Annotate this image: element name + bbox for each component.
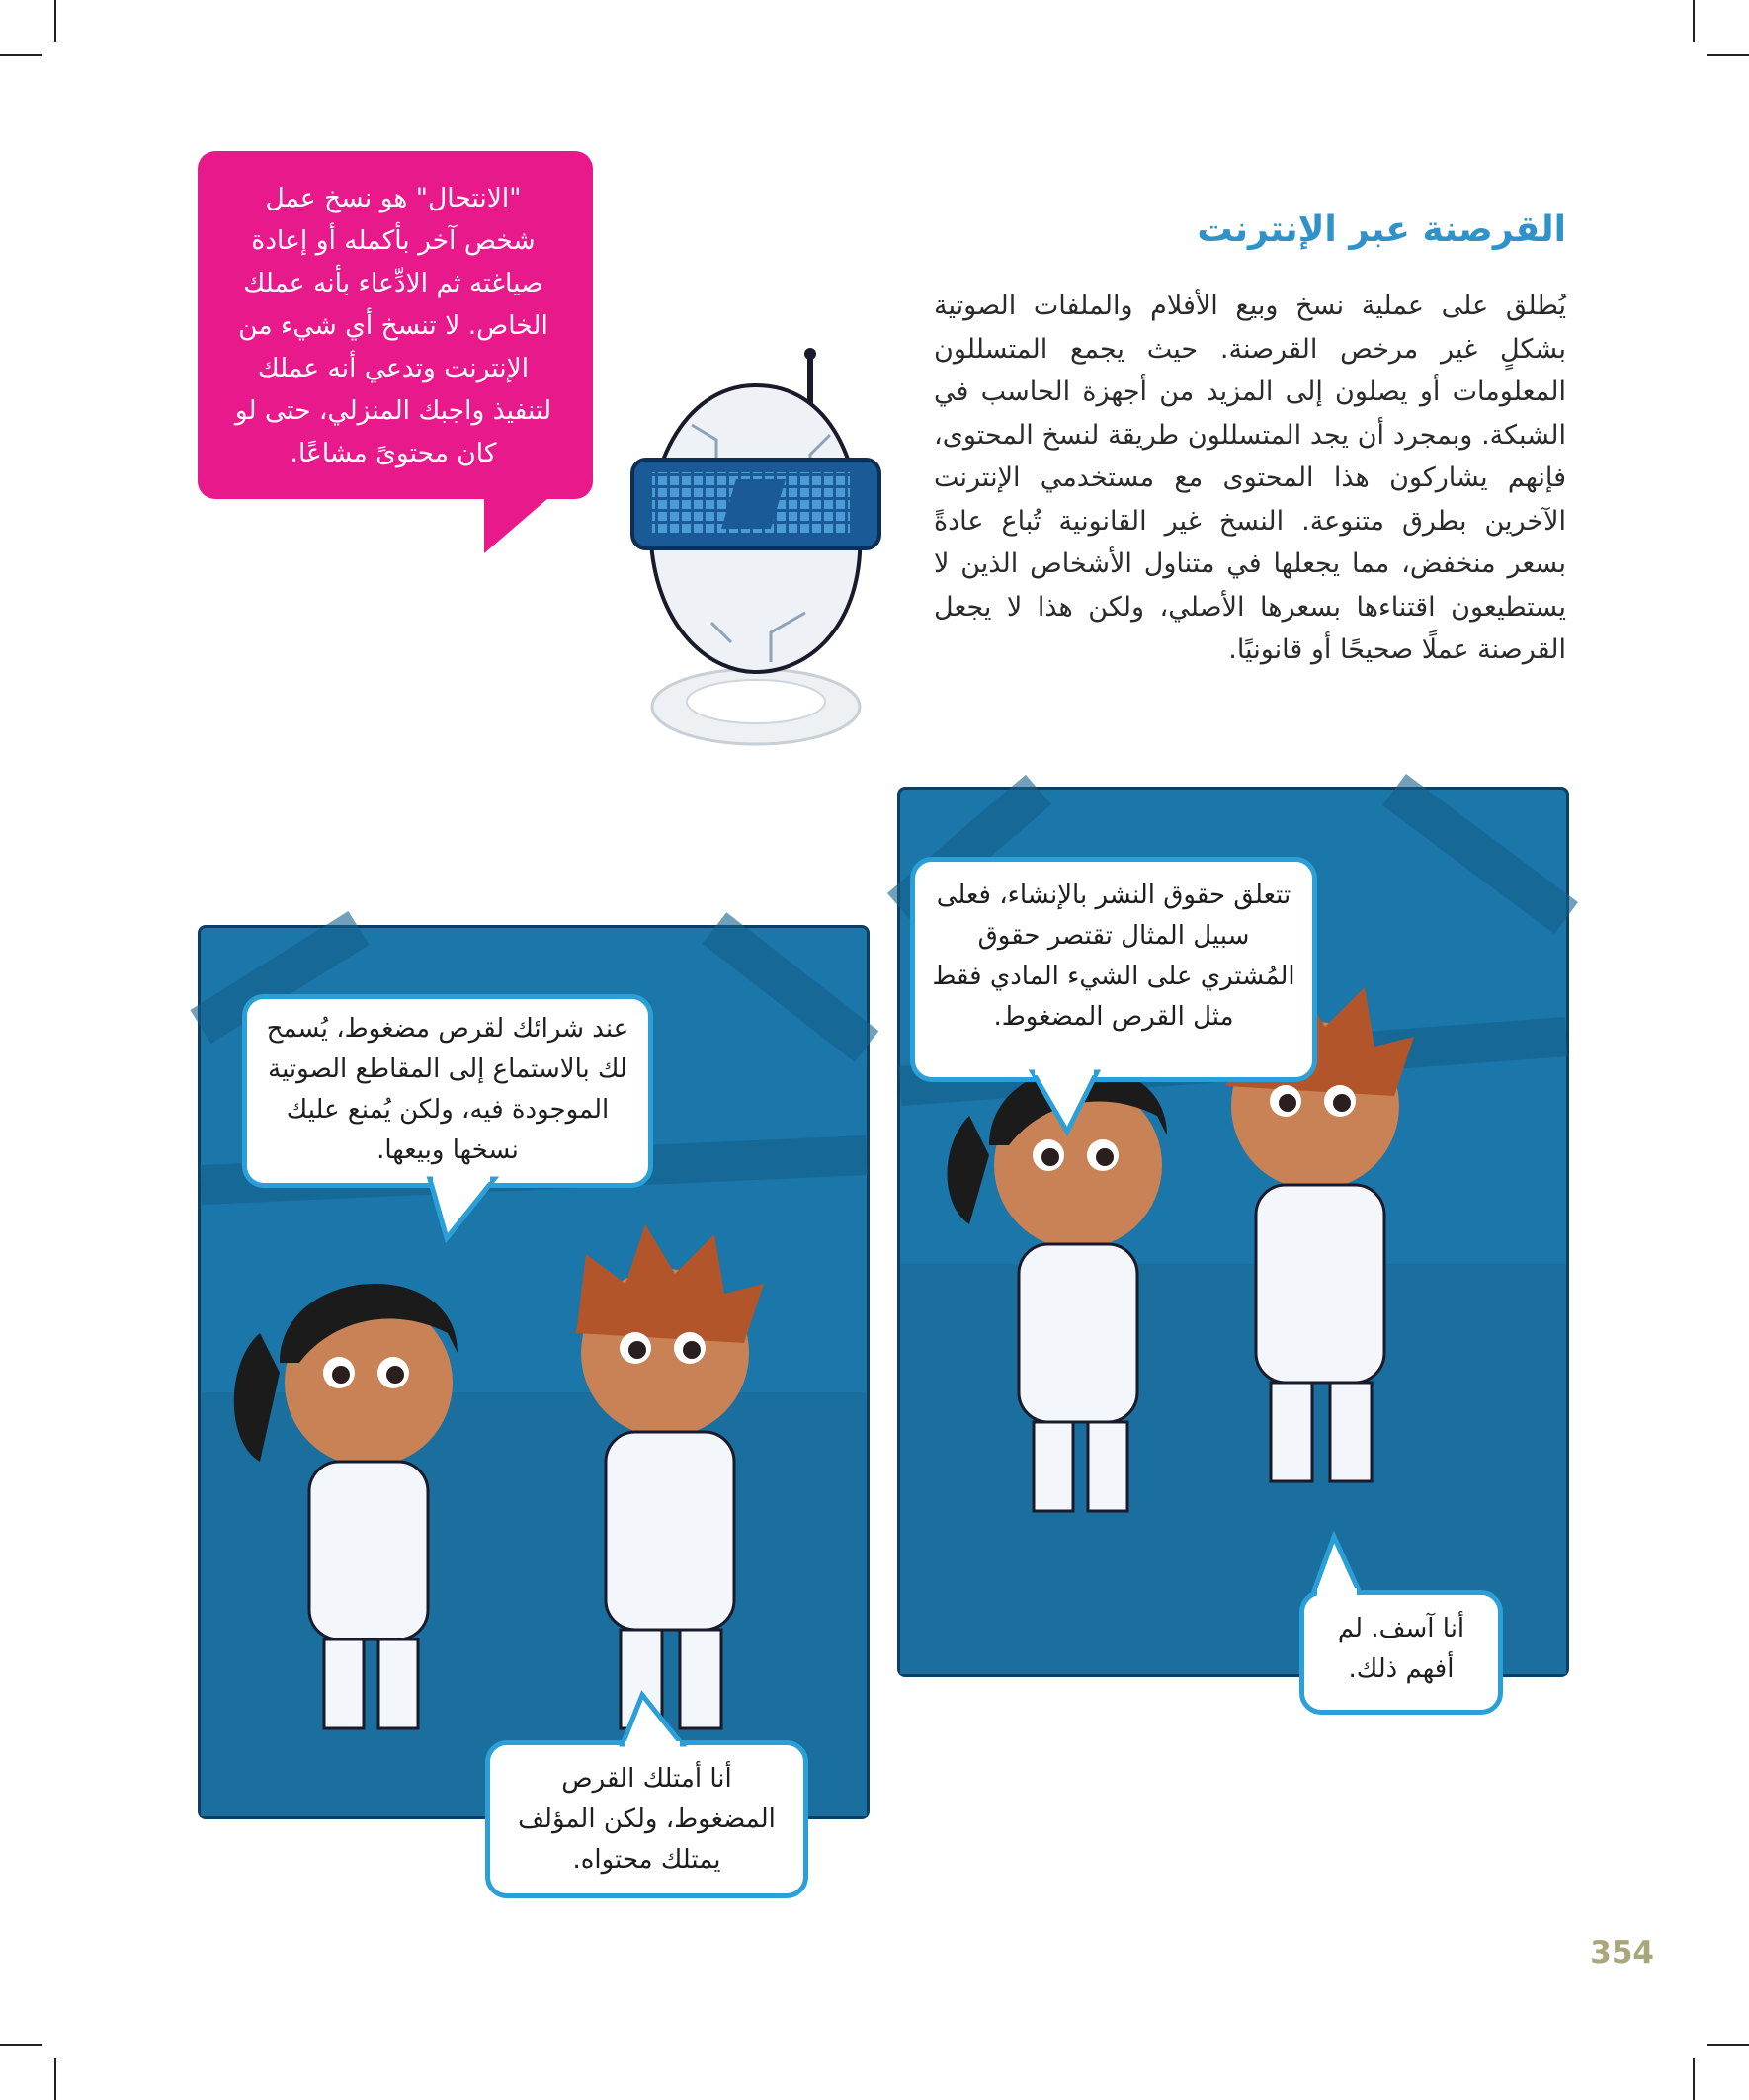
crop-mark <box>54 2058 56 2100</box>
speech-bubble-top <box>910 857 1317 1082</box>
speech-tail <box>1309 1537 1369 1596</box>
speech-tail <box>613 1690 692 1749</box>
speech-tail <box>1028 1072 1107 1141</box>
crop-mark <box>0 2044 42 2046</box>
crop-mark <box>1707 54 1749 56</box>
comic-panel-left <box>198 925 870 1875</box>
crop-mark <box>0 54 42 56</box>
speech-text-bottom: أنا آسف. لم أفهم ذلك. <box>1337 1614 1465 1684</box>
crop-mark <box>1693 0 1695 42</box>
speech-bubble-top <box>242 994 653 1188</box>
speech-bubble-bottom <box>485 1740 808 1898</box>
page-number: 354 <box>1590 1935 1654 1971</box>
speech-bubble-bottom <box>1299 1590 1503 1715</box>
section-title: القرصنة عبر الإنترنت <box>1197 210 1566 250</box>
crop-mark <box>1693 2058 1695 2100</box>
speech-text-top: تتعلق حقوق النشر بالإنشاء، فعلى سبيل المثال تقتصر حقوق المُشتري على الشيء المادي فقط مثل القرص المضغوط. <box>932 881 1295 1032</box>
crop-mark <box>1707 2044 1749 2046</box>
section-paragraph: يُطلق على عملية نسخ وبيع الأفلام والملفات الصوتية بشكلٍ غير مرخص القرصنة. حيث يجمع المتسللون المعلومات أو يصلون إلى المزيد من أجهزة الحاسب في الشبكة. وبمجرد أن يجد المتسللون طريقة لنسخ المحتوى، فإنهم يشاركون هذا المحتوى مع مستخدمي الإنترنت الآخرين بطرق متنوعة. النسخ غير القانونية تُباع عادةً بسعر منخفض، مما يجعلها في متناول الأشخاص الذين لا يستطيعون اقتناءها بسعرها الأصلي، ولكن هذا لا يجعل القرصنة عملًا صحيحًا أو قانونيًا. <box>934 291 1566 665</box>
robot-illustration <box>623 346 899 761</box>
tip-box-tail <box>484 492 555 553</box>
crop-mark <box>54 0 56 42</box>
speech-text-top: عند شرائك لقرص مضغوط، يُسمح لك بالاستماع إلى المقاطع الصوتية الموجودة فيه، ولكن يُمنع عليك نسخها وبيعها. <box>266 1014 629 1165</box>
speech-tail <box>425 1179 504 1248</box>
comic-panel-right <box>897 787 1569 1684</box>
tip-text: "الانتحال" هو نسخ عمل شخص آخر بأكمله أو إعادة صياغته ثم الادِّعاء بأنه عملك الخاص. لا تنسخ أي شيء من الإنترنت وتدعي أنه عملك لتنفيذ واجبك المنزلي، حتى لو كان محتوىً مشاعًا. <box>234 183 552 468</box>
tip-box <box>198 151 593 499</box>
speech-text-bottom: أنا أمتلك القرص المضغوط، ولكن المؤلف يمتلك محتواه. <box>518 1764 776 1875</box>
